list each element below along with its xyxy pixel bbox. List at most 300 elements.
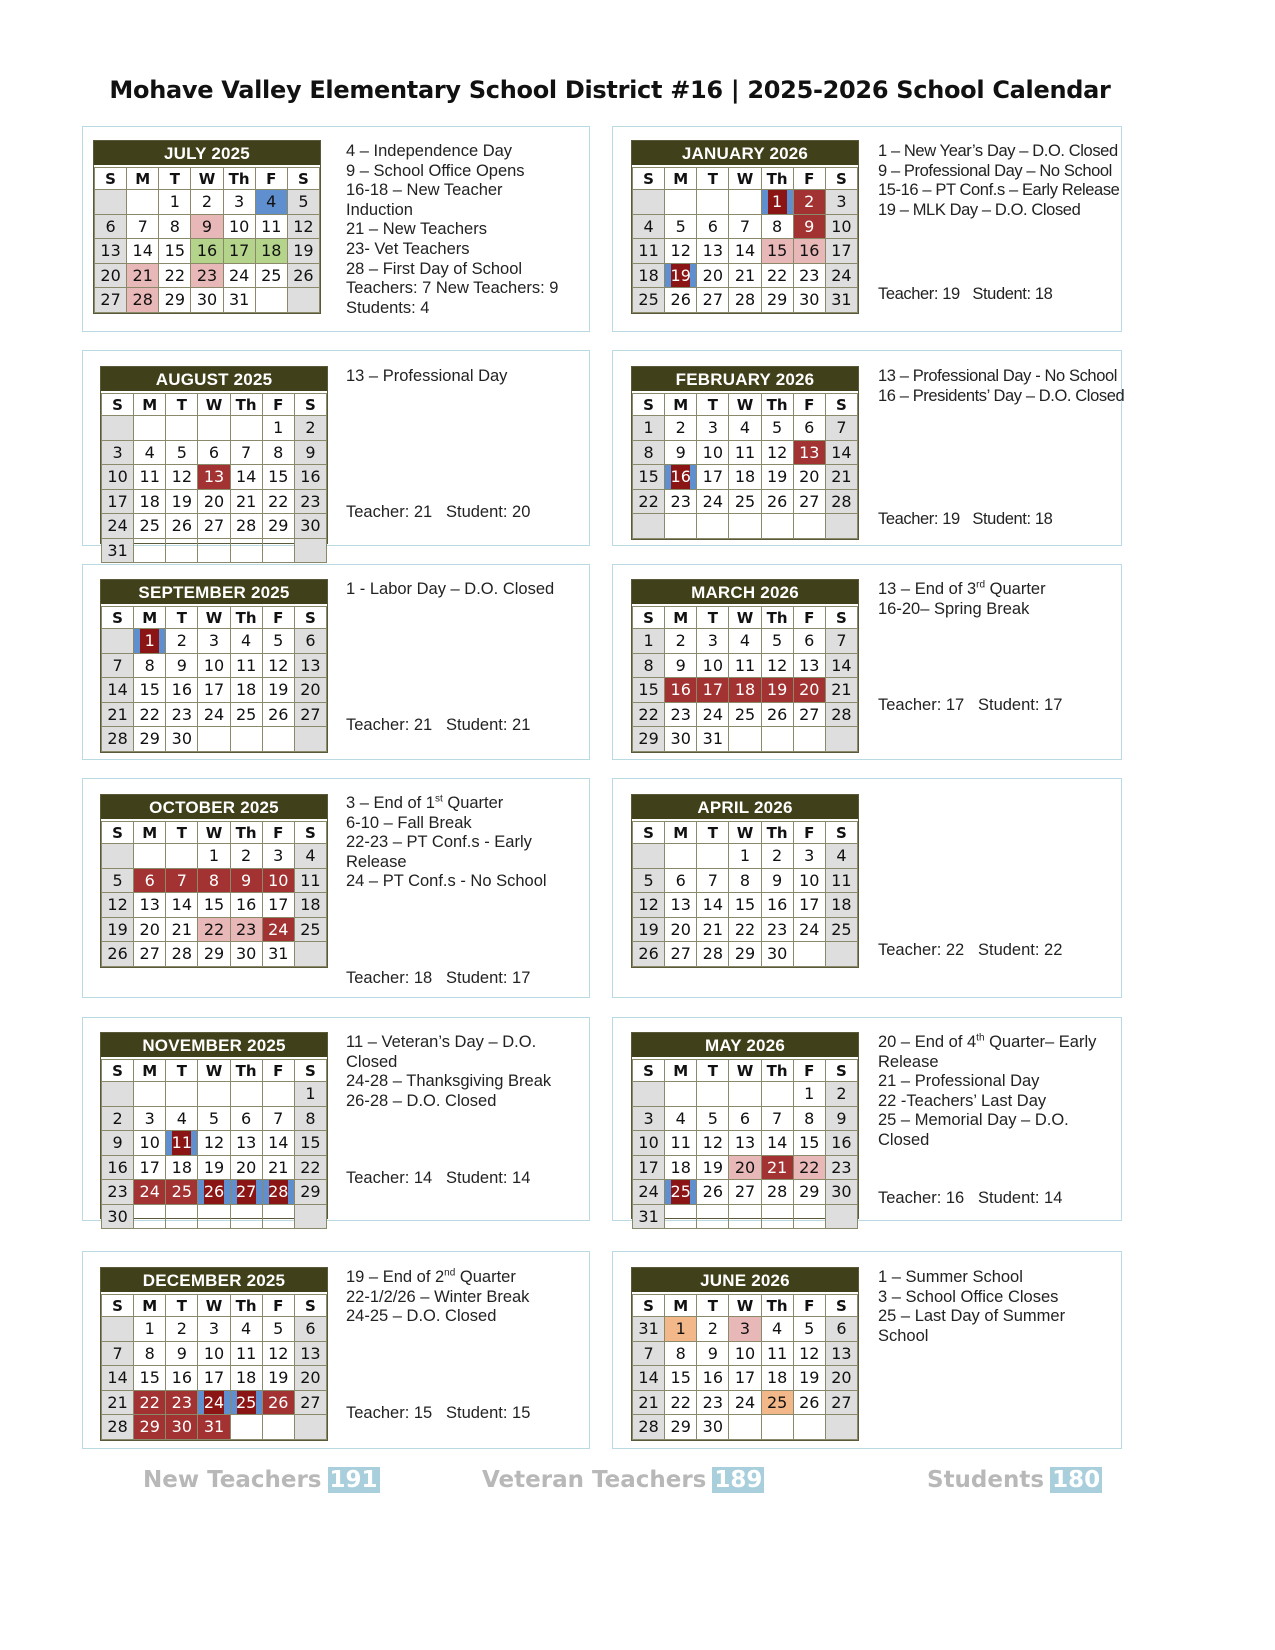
day-header: S (287, 168, 319, 190)
day-cell: 11 (230, 1341, 262, 1366)
day-cell: 4 (230, 1317, 262, 1342)
day-cell (230, 1082, 262, 1107)
day-cell: 23 (761, 917, 793, 942)
day-cell (198, 1082, 230, 1107)
day-cell (294, 942, 326, 967)
day-header: T (697, 1060, 729, 1082)
day-cell: 7 (729, 214, 761, 239)
day-header: T (166, 394, 198, 416)
day-header: S (294, 822, 326, 844)
day-cell: 5 (761, 416, 793, 441)
day-cell: 14 (633, 1366, 665, 1391)
day-count: Teacher: 14 Student: 14 (346, 1169, 531, 1187)
day-cell: 14 (729, 239, 761, 264)
note-line: 25 – Last Day of Summer (878, 1307, 1066, 1326)
day-cell: 27 (825, 1390, 857, 1415)
day-cell: 10 (697, 440, 729, 465)
day-cell: 17 (825, 239, 857, 264)
month-name: SEPTEMBER 2025 (101, 580, 327, 606)
day-cell: 29 (198, 942, 230, 967)
day-header: S (294, 394, 326, 416)
day-cell (793, 1415, 825, 1440)
day-cell: 10 (825, 214, 857, 239)
day-cell (729, 1204, 761, 1229)
day-header: W (198, 394, 230, 416)
note-line: 3 – School Office Closes (878, 1287, 1059, 1306)
day-cell: 1 (134, 1317, 166, 1342)
total-item (482, 1467, 764, 1493)
day-cell: 5 (262, 629, 294, 654)
day-cell: 21 (102, 1390, 134, 1415)
total-item (143, 1467, 380, 1493)
day-header: S (95, 168, 127, 190)
day-cell (102, 1082, 134, 1107)
day-cell (102, 1317, 134, 1342)
day-cell: 14 (262, 1131, 294, 1156)
day-cell: 27 (793, 489, 825, 514)
day-cell: 29 (134, 1415, 166, 1440)
day-cell: 17 (262, 893, 294, 918)
day-header: Th (761, 1295, 793, 1317)
day-cell: 28 (230, 514, 262, 539)
note-line: Students: 4 (346, 298, 430, 317)
day-cell: 28 (729, 288, 761, 313)
day-cell: 27 (665, 942, 697, 967)
day-header: Th (230, 1060, 262, 1082)
day-cell: 25 (665, 1180, 697, 1205)
day-cell: 12 (633, 893, 665, 918)
note-line: 15-16 – PT Conf.s – Early Release (878, 181, 1120, 200)
day-cell: 14 (127, 239, 159, 264)
day-cell: 8 (294, 1106, 326, 1131)
day-cell: 21 (127, 263, 159, 288)
day-cell: 22 (134, 702, 166, 727)
total-label: Veteran Teachers (482, 1467, 707, 1493)
day-header: T (166, 1295, 198, 1317)
day-cell: 28 (633, 1415, 665, 1440)
day-cell: 26 (793, 1390, 825, 1415)
day-cell: 2 (825, 1082, 857, 1107)
note-line: 1 - Labor Day – D.O. Closed (346, 580, 555, 598)
day-cell: 20 (793, 678, 825, 703)
day-cell (294, 727, 326, 752)
month-notes (346, 580, 554, 600)
day-cell (134, 1204, 166, 1229)
day-cell: 6 (729, 1106, 761, 1131)
day-cell: 28 (825, 702, 857, 727)
day-cell: 4 (665, 1106, 697, 1131)
day-cell (697, 1082, 729, 1107)
month-notes (346, 794, 547, 892)
day-cell: 10 (793, 868, 825, 893)
day-cell: 16 (665, 678, 697, 703)
day-cell: 1 (665, 1317, 697, 1342)
day-header: S (633, 607, 665, 629)
day-cell (665, 514, 697, 539)
day-cell: 30 (697, 1415, 729, 1440)
day-cell: 28 (761, 1180, 793, 1205)
month-name: NOVEMBER 2025 (101, 1033, 327, 1059)
day-cell: 31 (198, 1415, 230, 1440)
day-cell (729, 1082, 761, 1107)
day-cell (761, 1082, 793, 1107)
day-header: T (697, 822, 729, 844)
day-cell (95, 190, 127, 215)
day-header: F (262, 394, 294, 416)
day-cell: 10 (198, 1341, 230, 1366)
total-value: 191 (329, 1467, 378, 1493)
day-header: F (262, 607, 294, 629)
day-cell: 28 (697, 942, 729, 967)
day-cell: 12 (761, 653, 793, 678)
day-cell: 11 (761, 1341, 793, 1366)
day-cell: 23 (230, 917, 262, 942)
day-cell: 19 (761, 678, 793, 703)
day-cell: 5 (166, 440, 198, 465)
day-cell: 3 (198, 629, 230, 654)
day-cell (697, 190, 729, 215)
day-cell: 13 (793, 440, 825, 465)
day-cell: 8 (262, 440, 294, 465)
day-cell: 20 (793, 465, 825, 490)
day-cell: 26 (262, 1390, 294, 1415)
day-header: F (262, 822, 294, 844)
note-line: 13 – End of 3rd Quarter (878, 579, 1046, 598)
month-notes (346, 142, 558, 318)
day-header: S (102, 1295, 134, 1317)
day-cell: 23 (102, 1180, 134, 1205)
month-notes (878, 580, 1046, 619)
day-cell: 27 (793, 702, 825, 727)
total-item (927, 1467, 1102, 1493)
note-line: 3 – End of 1st Quarter (346, 793, 504, 812)
day-cell (665, 1204, 697, 1229)
day-cell (255, 288, 287, 313)
day-cell: 4 (633, 214, 665, 239)
day-count: Teacher: 16 Student: 14 (878, 1189, 1063, 1207)
day-cell: 2 (294, 416, 326, 441)
day-cell: 3 (633, 1106, 665, 1131)
note-line: 16-18 – New Teacher (346, 181, 503, 200)
total-label: New Teachers (143, 1467, 322, 1493)
day-cell: 25 (134, 514, 166, 539)
day-cell: 17 (198, 678, 230, 703)
day-cell (134, 538, 166, 563)
day-cell: 27 (697, 288, 729, 313)
day-cell: 24 (223, 263, 255, 288)
note-line: Release (346, 852, 407, 871)
day-cell: 25 (825, 917, 857, 942)
day-cell: 4 (255, 190, 287, 215)
day-header: T (166, 822, 198, 844)
day-cell: 16 (761, 893, 793, 918)
day-header: S (825, 1060, 857, 1082)
day-header: T (159, 168, 191, 190)
day-cell: 25 (230, 1390, 262, 1415)
day-header: S (633, 822, 665, 844)
day-cell (198, 538, 230, 563)
day-cell: 16 (294, 465, 326, 490)
day-cell (825, 942, 857, 967)
month-calendar (100, 1032, 328, 1226)
day-cell: 22 (633, 702, 665, 727)
day-cell: 6 (230, 1106, 262, 1131)
note-line: 21 – New Teachers (346, 220, 487, 239)
day-cell (230, 1415, 262, 1440)
day-cell: 17 (697, 678, 729, 703)
day-cell: 5 (761, 629, 793, 654)
day-cell (262, 1204, 294, 1229)
day-cell (793, 1204, 825, 1229)
note-line: 23- Vet Teachers (346, 239, 470, 258)
day-cell: 10 (633, 1131, 665, 1156)
note-line: 21 – Professional Day (878, 1072, 1040, 1091)
day-cell (102, 844, 134, 869)
day-cell (294, 1415, 326, 1440)
day-header: S (825, 1295, 857, 1317)
day-cell: 11 (825, 868, 857, 893)
note-line: 6-10 – Fall Break (346, 813, 472, 832)
note-line: 13 – Professional Day - No School (878, 367, 1118, 385)
day-cell: 29 (294, 1180, 326, 1205)
day-cell: 8 (793, 1106, 825, 1131)
day-header: M (665, 1060, 697, 1082)
day-cell: 27 (95, 288, 127, 313)
day-count: Teacher: 18 Student: 17 (346, 969, 531, 987)
day-header: T (697, 1295, 729, 1317)
day-cell: 13 (729, 1131, 761, 1156)
note-line: 20 – End of 4th Quarter– Early (878, 1032, 1097, 1051)
day-cell: 4 (825, 844, 857, 869)
day-count: Teacher: 21 Student: 20 (346, 503, 531, 521)
day-cell: 12 (262, 653, 294, 678)
day-cell: 21 (761, 1155, 793, 1180)
day-cell: 25 (166, 1180, 198, 1205)
month-calendar (631, 1267, 859, 1441)
month-calendar (100, 366, 328, 560)
day-header: Th (761, 607, 793, 629)
day-cell: 8 (633, 653, 665, 678)
day-cell: 3 (697, 629, 729, 654)
day-cell: 9 (665, 440, 697, 465)
day-cell: 20 (697, 263, 729, 288)
day-header: W (198, 822, 230, 844)
day-cell (134, 416, 166, 441)
day-cell (230, 1204, 262, 1229)
day-cell (729, 1415, 761, 1440)
day-cell: 22 (159, 263, 191, 288)
day-cell: 25 (294, 917, 326, 942)
day-header: M (127, 168, 159, 190)
day-cell: 14 (761, 1131, 793, 1156)
month-name: OCTOBER 2025 (101, 795, 327, 821)
day-cell: 23 (665, 489, 697, 514)
day-header: W (198, 1060, 230, 1082)
day-cell: 7 (127, 214, 159, 239)
day-cell (134, 1082, 166, 1107)
day-cell: 11 (166, 1131, 198, 1156)
month-name: JANUARY 2026 (632, 141, 858, 167)
day-cell: 27 (294, 702, 326, 727)
day-cell (166, 1082, 198, 1107)
month-notes (346, 1268, 529, 1327)
note-line: 4 – Independence Day (346, 142, 513, 160)
day-cell: 27 (729, 1180, 761, 1205)
day-cell: 6 (95, 214, 127, 239)
note-line: 24-28 – Thanksgiving Break (346, 1072, 552, 1091)
day-cell: 23 (697, 1390, 729, 1415)
page-title: Mohave Valley Elementary School District #16 | 2025-2026 School Calendar (109, 76, 1111, 104)
day-cell: 22 (294, 1155, 326, 1180)
day-cell: 18 (230, 1366, 262, 1391)
day-cell: 8 (729, 868, 761, 893)
day-cell: 21 (825, 465, 857, 490)
day-cell: 23 (665, 702, 697, 727)
day-cell: 15 (793, 1131, 825, 1156)
day-cell: 6 (665, 868, 697, 893)
day-cell: 24 (198, 1390, 230, 1415)
note-line: 24 – PT Conf.s - No School (346, 872, 547, 891)
day-cell: 30 (793, 288, 825, 313)
month-calendar (100, 579, 328, 753)
month-notes (346, 1033, 551, 1111)
day-cell: 31 (633, 1317, 665, 1342)
day-cell: 1 (294, 1082, 326, 1107)
day-cell: 1 (134, 629, 166, 654)
day-header: W (729, 607, 761, 629)
day-cell: 7 (633, 1341, 665, 1366)
day-cell: 23 (166, 1390, 198, 1415)
day-cell: 6 (825, 1317, 857, 1342)
day-cell: 15 (633, 678, 665, 703)
day-header: F (793, 1060, 825, 1082)
day-header: T (166, 1060, 198, 1082)
day-header: S (633, 168, 665, 190)
day-cell: 5 (633, 868, 665, 893)
day-cell (287, 288, 319, 313)
day-cell: 16 (665, 465, 697, 490)
day-cell: 24 (825, 263, 857, 288)
month-calendar (631, 1032, 859, 1226)
day-cell: 9 (697, 1341, 729, 1366)
day-cell: 9 (761, 868, 793, 893)
day-cell (198, 1204, 230, 1229)
day-header: W (191, 168, 223, 190)
day-cell: 21 (262, 1155, 294, 1180)
note-line: 24-25 – D.O. Closed (346, 1307, 497, 1326)
day-cell: 30 (102, 1204, 134, 1229)
day-cell (761, 1415, 793, 1440)
day-cell: 1 (633, 416, 665, 441)
day-cell: 17 (729, 1366, 761, 1391)
day-cell: 22 (134, 1390, 166, 1415)
day-cell: 4 (230, 629, 262, 654)
note-line: 19 – MLK Day – D.O. Closed (878, 200, 1081, 219)
day-cell (166, 416, 198, 441)
day-cell: 9 (294, 440, 326, 465)
note-line: 13 – Professional Day (346, 367, 508, 385)
day-cell (134, 844, 166, 869)
day-cell: 20 (95, 263, 127, 288)
day-header: T (697, 168, 729, 190)
day-cell: 2 (166, 629, 198, 654)
note-line: 19 – End of 2nd Quarter (346, 1267, 516, 1286)
day-cell: 20 (134, 917, 166, 942)
note-line: 25 – Memorial Day – D.O. (878, 1111, 1069, 1130)
day-header: Th (230, 394, 262, 416)
day-cell (633, 190, 665, 215)
day-cell: 26 (761, 702, 793, 727)
day-cell: 22 (633, 489, 665, 514)
day-cell: 28 (166, 942, 198, 967)
day-header: M (134, 1060, 166, 1082)
day-cell: 23 (294, 489, 326, 514)
day-cell: 28 (825, 489, 857, 514)
day-cell: 6 (294, 629, 326, 654)
day-count: Teacher: 22 Student: 22 (878, 941, 1063, 959)
day-cell: 6 (134, 868, 166, 893)
day-cell (198, 416, 230, 441)
day-cell: 19 (198, 1155, 230, 1180)
day-cell: 4 (166, 1106, 198, 1131)
month-calendar (631, 794, 859, 968)
day-cell: 9 (665, 653, 697, 678)
day-cell: 31 (633, 1204, 665, 1229)
day-cell (665, 190, 697, 215)
day-cell: 6 (793, 629, 825, 654)
day-cell: 31 (223, 288, 255, 313)
day-cell (230, 727, 262, 752)
day-cell: 3 (134, 1106, 166, 1131)
note-line: Closed (878, 1130, 930, 1149)
day-cell: 11 (633, 239, 665, 264)
day-header: M (134, 394, 166, 416)
day-cell: 3 (729, 1317, 761, 1342)
day-cell: 30 (825, 1180, 857, 1205)
day-cell (166, 1204, 198, 1229)
day-header: W (198, 607, 230, 629)
month-calendar (631, 366, 859, 540)
day-cell (102, 629, 134, 654)
day-cell: 5 (665, 214, 697, 239)
day-header: S (825, 822, 857, 844)
day-cell (198, 727, 230, 752)
day-cell (825, 1204, 857, 1229)
day-cell: 17 (793, 893, 825, 918)
day-cell (633, 844, 665, 869)
day-header: W (729, 1295, 761, 1317)
day-cell: 18 (633, 263, 665, 288)
day-header: F (262, 1060, 294, 1082)
day-cell: 16 (102, 1155, 134, 1180)
day-cell: 24 (102, 514, 134, 539)
day-cell: 23 (191, 263, 223, 288)
month-calendar (631, 579, 859, 753)
day-cell: 12 (697, 1131, 729, 1156)
note-line: 1 – Summer School (878, 1268, 1023, 1286)
day-cell: 12 (102, 893, 134, 918)
day-cell: 13 (134, 893, 166, 918)
day-cell: 11 (294, 868, 326, 893)
day-cell: 9 (102, 1131, 134, 1156)
day-cell: 6 (793, 416, 825, 441)
day-cell: 2 (793, 190, 825, 215)
day-cell (761, 1204, 793, 1229)
day-cell: 19 (166, 489, 198, 514)
day-cell: 6 (198, 440, 230, 465)
day-cell: 31 (825, 288, 857, 313)
day-cell: 31 (262, 942, 294, 967)
